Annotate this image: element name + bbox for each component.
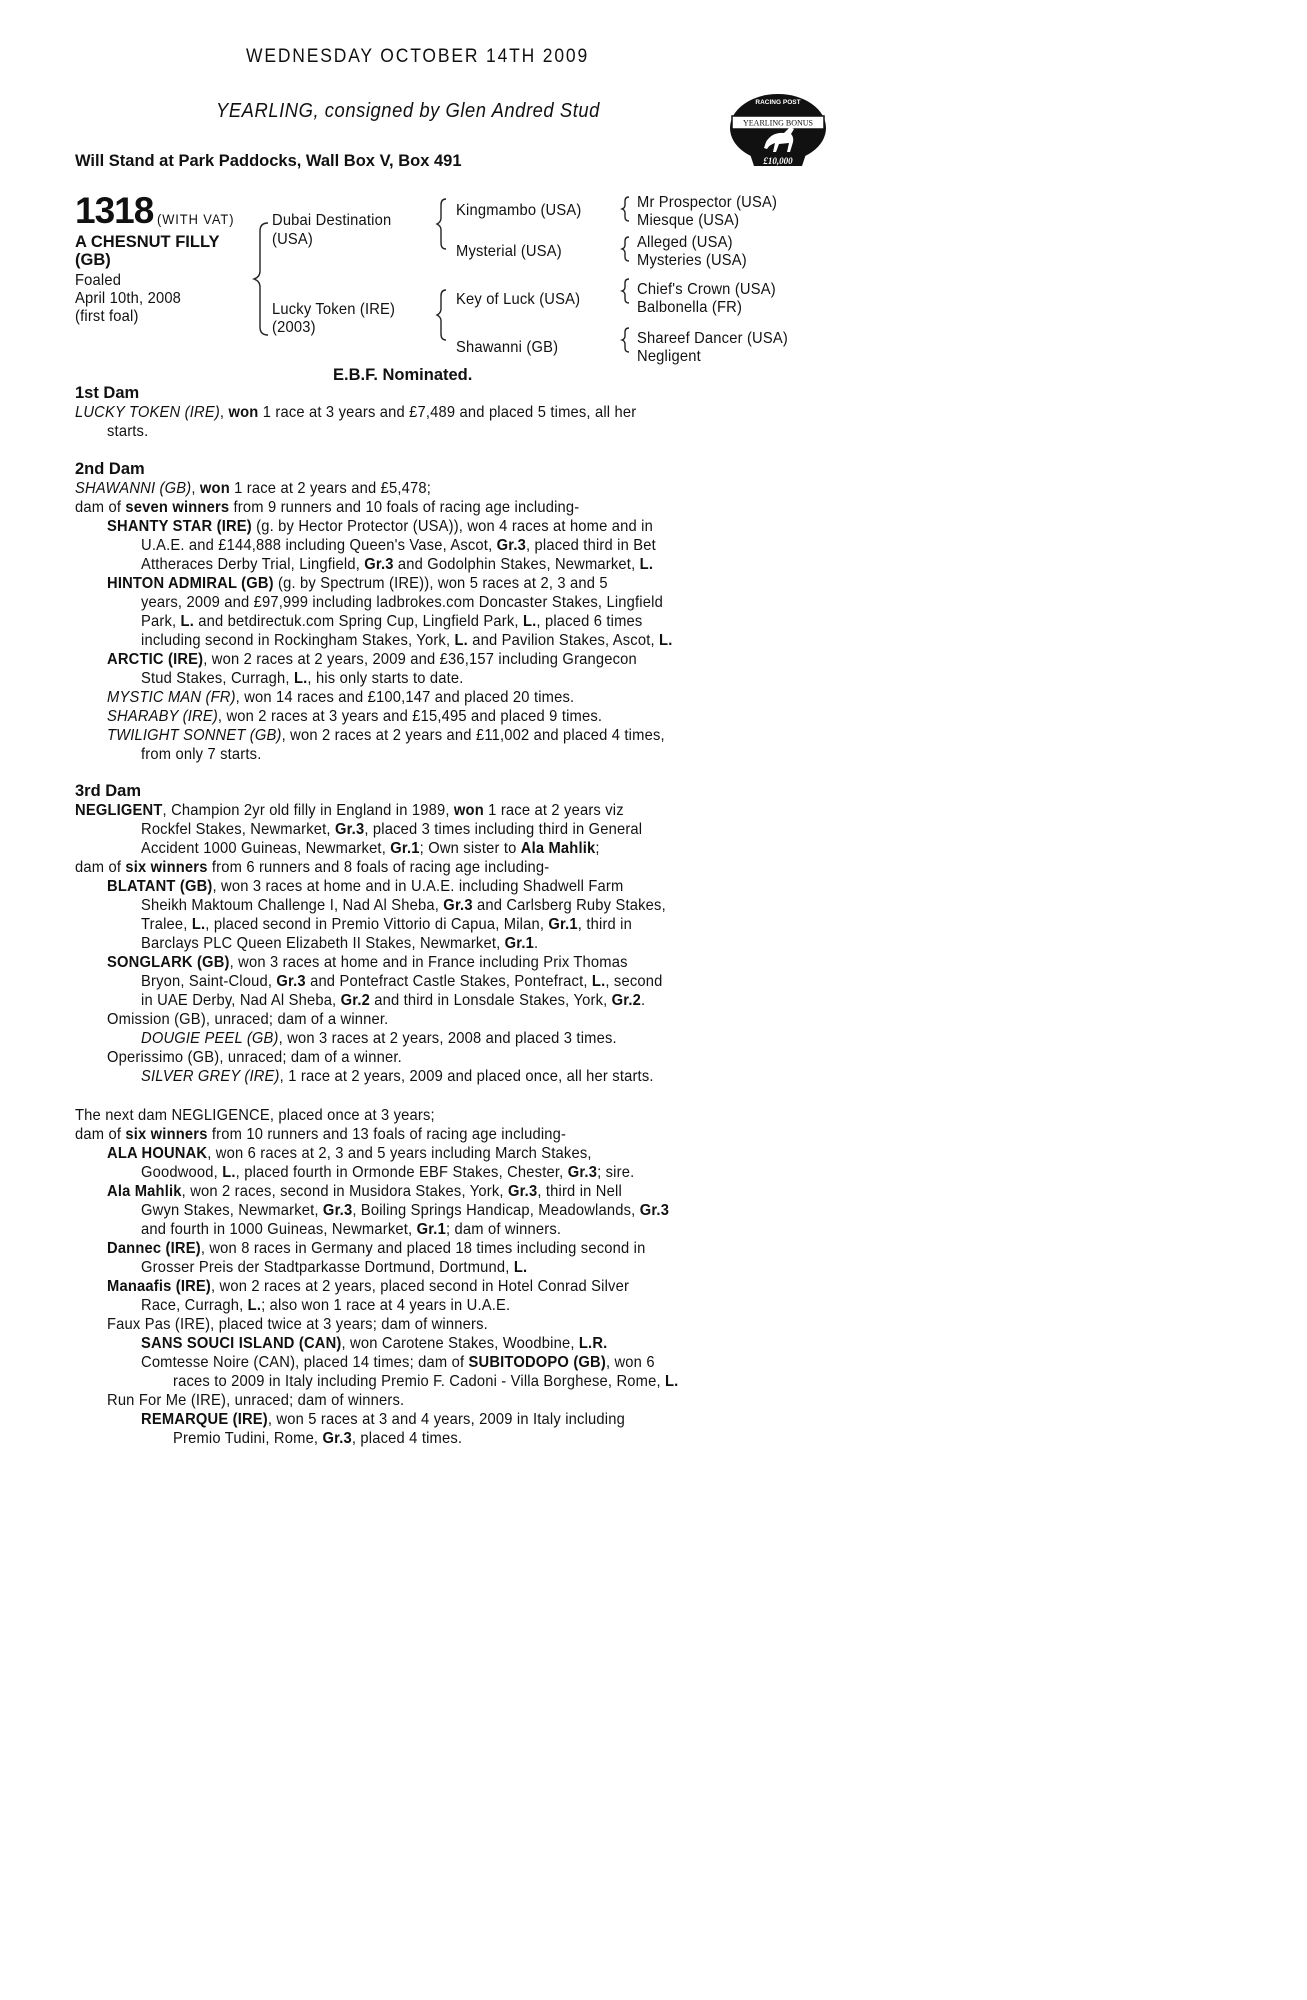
sd-sire: Alleged (USA) bbox=[637, 234, 733, 251]
text-segment: and Godolphin Stakes, Newmarket, bbox=[393, 556, 640, 573]
text-segment: , won 6 bbox=[605, 1354, 655, 1371]
dam2-line bbox=[141, 669, 464, 688]
dam3-line bbox=[107, 1048, 402, 1067]
text-segment: , won 5 races at 3 and 4 years, 2009 in Italy including bbox=[267, 1411, 625, 1428]
text-segment: Premio Tudini, Rome, bbox=[173, 1430, 323, 1447]
sd-dam: Mysteries (USA) bbox=[637, 252, 747, 269]
text-segment: from 6 runners and 8 foals of racing age including- bbox=[207, 859, 550, 876]
text-segment: Gr.3 bbox=[443, 897, 473, 914]
text-segment: including second in Rockingham Stakes, York, bbox=[141, 632, 455, 649]
text-segment: Gr.3 bbox=[322, 1430, 352, 1447]
text-segment: , placed fourth in Ormonde EBF Stakes, Chester, bbox=[235, 1164, 568, 1181]
stand-location: Will Stand at Park Paddocks, Wall Box V, Box 491 bbox=[75, 152, 462, 170]
first-dam-won: won bbox=[228, 404, 259, 421]
nextdam-line bbox=[141, 1296, 510, 1315]
text-segment: Tralee, bbox=[141, 916, 192, 933]
ds-dam: Balbonella (FR) bbox=[637, 299, 743, 316]
text-segment: , won 3 races at home and in U.A.E. including Shadwell Farm bbox=[212, 878, 624, 895]
nextdam-line bbox=[107, 1182, 622, 1201]
first-dam-record: 1 race at 3 years and £7,489 and placed 5 times, all her bbox=[258, 404, 637, 421]
text-segment: won bbox=[199, 480, 230, 497]
badge-bottom-text: £10,000 bbox=[763, 156, 793, 166]
text-segment: Goodwood, bbox=[141, 1164, 223, 1181]
text-segment: HINTON ADMIRAL (GB) bbox=[107, 575, 274, 592]
dam2-line bbox=[141, 612, 642, 631]
text-segment: , third in bbox=[577, 916, 633, 933]
dam3-line bbox=[141, 915, 632, 934]
nextdam-line bbox=[107, 1391, 404, 1410]
sire-sire: Kingmambo (USA) bbox=[456, 202, 582, 219]
text-segment: , won 14 races and £100,147 and placed 20 times. bbox=[235, 689, 575, 706]
lot-country: (GB) bbox=[75, 251, 111, 269]
text-segment: 1 race at 2 years viz bbox=[483, 802, 624, 819]
sire-country: (USA) bbox=[272, 231, 313, 248]
text-segment: L. bbox=[247, 1297, 262, 1314]
dam3-line bbox=[141, 896, 666, 915]
nextdam-line bbox=[75, 1106, 435, 1125]
text-segment: dam of bbox=[75, 499, 126, 516]
text-segment: six winners bbox=[125, 1126, 208, 1143]
foaled-label: Foaled bbox=[75, 272, 122, 289]
dam3-line bbox=[141, 972, 662, 991]
text-segment: Run For Me (IRE), unraced; dam of winners. bbox=[107, 1392, 405, 1409]
text-segment: Gr.1 bbox=[390, 840, 420, 857]
text-segment: ; bbox=[595, 840, 600, 857]
text-segment: Bryon, Saint-Cloud, bbox=[141, 973, 277, 990]
text-segment: ; also won 1 race at 4 years in U.A.E. bbox=[261, 1297, 511, 1314]
dam2-line bbox=[107, 707, 602, 726]
text-segment: , won 2 races, second in Musidora Stakes, York, bbox=[181, 1183, 508, 1200]
text-segment: Grosser Preis der Stadtparkasse Dortmund, Dortmund, bbox=[141, 1259, 514, 1276]
text-segment: (g. by Hector Protector (USA)), won 4 races at home and in bbox=[251, 518, 653, 535]
text-segment: and betdirectuk.com Spring Cup, Lingfield Park, bbox=[194, 613, 523, 630]
dam2-line bbox=[141, 536, 656, 555]
nextdam-line bbox=[107, 1277, 629, 1296]
first-dam-line-2: starts. bbox=[107, 423, 149, 440]
text-segment: Park, bbox=[141, 613, 181, 630]
text-segment: Accident 1000 Guineas, Newmarket, bbox=[141, 840, 391, 857]
text-segment: ALA HOUNAK bbox=[107, 1145, 208, 1162]
text-segment: , won 2 races at 2 years, 2009 and £36,157 including Grangecon bbox=[203, 651, 637, 668]
text-segment: years, 2009 and £97,999 including ladbrokes.com Doncaster Stakes, Lingfield bbox=[141, 594, 663, 611]
text-segment: MYSTIC MAN (FR) bbox=[107, 689, 236, 706]
dam2-line bbox=[141, 593, 663, 612]
text-segment: , won 2 races at 3 years and £15,495 and placed 9 times. bbox=[217, 708, 603, 725]
text-segment: L. bbox=[513, 1259, 528, 1276]
text-segment: , won 2 races at 2 years, placed second in Hotel Conrad Silver bbox=[211, 1278, 630, 1295]
text-segment: SANS SOUCI ISLAND (CAN) bbox=[141, 1335, 342, 1352]
dam2-line bbox=[107, 517, 653, 536]
text-segment: , bbox=[191, 480, 200, 497]
text-segment: , placed 6 times bbox=[536, 613, 643, 630]
lot-number: 1318 bbox=[75, 190, 154, 231]
dam2-line bbox=[107, 650, 637, 669]
text-segment: won bbox=[453, 802, 484, 819]
text-segment: . bbox=[641, 992, 646, 1009]
dam3-line bbox=[141, 991, 645, 1010]
text-segment: , won 2 races at 2 years and £11,002 and placed 4 times, bbox=[281, 727, 665, 744]
text-segment: , Boiling Springs Handicap, Meadowlands, bbox=[352, 1202, 640, 1219]
text-segment: Dannec (IRE) bbox=[107, 1240, 201, 1257]
nextdam-line bbox=[75, 1125, 566, 1144]
dam-dam: Shawanni (GB) bbox=[456, 339, 559, 356]
text-segment: Ala Mahlik bbox=[520, 840, 596, 857]
text-segment: , won Carotene Stakes, Woodbine, bbox=[341, 1335, 579, 1352]
vat-note: (WITH VAT) bbox=[157, 211, 235, 227]
text-segment: races to 2009 in Italy including Premio F. Cadoni - Villa Borghese, Rome, bbox=[173, 1373, 665, 1390]
text-segment: Gr.3 bbox=[496, 537, 527, 554]
text-segment: , placed 4 times. bbox=[351, 1430, 463, 1447]
text-segment: ARCTIC (IRE) bbox=[107, 651, 204, 668]
text-segment: and Pontefract Castle Stakes, Pontefract, bbox=[305, 973, 592, 990]
text-segment: and Pavilion Stakes, Ascot, bbox=[467, 632, 660, 649]
text-segment: Gr.3 bbox=[364, 556, 394, 573]
first-dam-line-1 bbox=[75, 403, 636, 422]
text-segment: Faux Pas (IRE), placed twice at 3 years; dam of winners. bbox=[107, 1316, 488, 1333]
text-segment: Comtesse Noire (CAN), placed 14 times; dam of bbox=[141, 1354, 469, 1371]
ss-sire: Mr Prospector (USA) bbox=[637, 194, 778, 211]
text-segment: L. bbox=[664, 1373, 679, 1390]
consignment-line: YEARLING, consigned by Glen Andred Stud bbox=[216, 100, 600, 122]
sale-date: WEDNESDAY OCTOBER 14TH 2009 bbox=[246, 46, 590, 67]
text-segment: SHANTY STAR (IRE) bbox=[107, 518, 252, 535]
text-segment: L. bbox=[639, 556, 654, 573]
dam2-line bbox=[107, 574, 608, 593]
dam3-line bbox=[107, 877, 623, 896]
text-segment: L.R. bbox=[578, 1335, 608, 1352]
text-segment: Sheikh Maktoum Challenge I, Nad Al Sheba, bbox=[141, 897, 444, 914]
text-segment: L. bbox=[591, 973, 606, 990]
dam2-line bbox=[141, 631, 672, 650]
text-segment: from 10 runners and 13 foals of racing age including- bbox=[207, 1126, 567, 1143]
nextdam-line bbox=[173, 1372, 678, 1391]
dam-year: (2003) bbox=[272, 319, 316, 336]
text-segment: , second bbox=[605, 973, 663, 990]
text-segment: Gr.2 bbox=[611, 992, 642, 1009]
sire-dam: Mysterial (USA) bbox=[456, 243, 562, 260]
text-segment: Gr.3 bbox=[276, 973, 306, 990]
dam-name: Lucky Token (IRE) bbox=[272, 301, 396, 318]
sire-name: Dubai Destination bbox=[272, 212, 392, 229]
text-segment: REMARQUE (IRE) bbox=[141, 1411, 268, 1428]
dam3-line bbox=[141, 820, 642, 839]
dam3-line bbox=[75, 801, 624, 820]
first-dam-name: LUCKY TOKEN (IRE) bbox=[75, 404, 220, 421]
text-segment: L. bbox=[293, 670, 308, 687]
badge-middle-text: YEARLING BONUS bbox=[743, 118, 813, 128]
text-segment: SHAWANNI (GB) bbox=[75, 480, 192, 497]
dam3-line bbox=[107, 1010, 388, 1029]
text-segment: Race, Curragh, bbox=[141, 1297, 248, 1314]
text-segment: from only 7 starts. bbox=[141, 746, 262, 763]
text-segment: ; Own sister to bbox=[419, 840, 521, 857]
text-segment: L. bbox=[191, 916, 206, 933]
dam2-line bbox=[107, 688, 574, 707]
text-segment: seven winners bbox=[125, 499, 230, 516]
yearling-bonus-badge bbox=[728, 92, 828, 170]
text-segment: Manaafis (IRE) bbox=[107, 1278, 212, 1295]
nextdam-line bbox=[107, 1144, 592, 1163]
text-segment: and third in Lonsdale Stakes, York, bbox=[369, 992, 612, 1009]
dam3-line bbox=[107, 953, 628, 972]
text-segment: ; dam of winners. bbox=[445, 1221, 562, 1238]
text-segment: , placed second in Premio Vittorio di Capua, Milan, bbox=[205, 916, 549, 933]
text-segment: , won 6 races at 2, 3 and 5 years including March Stakes, bbox=[207, 1145, 592, 1162]
badge-top-text: RACING POST bbox=[755, 99, 801, 106]
foal-note: (first foal) bbox=[75, 308, 139, 325]
text-segment: BLATANT (GB) bbox=[107, 878, 213, 895]
nextdam-line bbox=[141, 1201, 669, 1220]
text-segment: , placed third in Bet bbox=[526, 537, 656, 554]
text-segment: ; sire. bbox=[597, 1164, 635, 1181]
text-segment: 1 race at 2 years and £5,478; bbox=[229, 480, 431, 497]
text-segment: , won 8 races in Germany and placed 18 times including second in bbox=[200, 1240, 646, 1257]
third-dam-heading: 3rd Dam bbox=[75, 782, 142, 800]
text-segment: , won 3 races at 2 years, 2008 and placed 3 times. bbox=[278, 1030, 617, 1047]
text-segment: L. bbox=[180, 613, 195, 630]
text-segment: Operissimo (GB), unraced; dam of a winner. bbox=[107, 1049, 402, 1066]
foaling-date: April 10th, 2008 bbox=[75, 290, 182, 307]
text-segment: dam of bbox=[75, 1126, 126, 1143]
ebf-nomination: E.B.F. Nominated. bbox=[333, 366, 473, 384]
nextdam-line bbox=[107, 1315, 488, 1334]
dam2-line bbox=[141, 555, 653, 574]
text-segment: Gr.2 bbox=[340, 992, 370, 1009]
dam2-line bbox=[75, 498, 579, 517]
text-segment: Attheraces Derby Trial, Lingfield, bbox=[141, 556, 365, 573]
text-segment: Omission (GB), unraced; dam of a winner. bbox=[107, 1011, 389, 1028]
text-segment: DOUGIE PEEL (GB) bbox=[141, 1030, 279, 1047]
text-segment: Gr.3 bbox=[322, 1202, 353, 1219]
text-segment: (g. by Spectrum (IRE)), won 5 races at 2, 3 and 5 bbox=[273, 575, 608, 592]
nextdam-line bbox=[173, 1429, 462, 1448]
nextdam-line bbox=[141, 1163, 634, 1182]
text-segment: SONGLARK (GB) bbox=[107, 954, 230, 971]
second-dam-heading: 2nd Dam bbox=[75, 460, 145, 478]
first-dam-heading: 1st Dam bbox=[75, 384, 140, 402]
text-segment: L. bbox=[454, 632, 468, 649]
dam2-line bbox=[141, 745, 261, 764]
text-segment: Barclays PLC Queen Elizabeth II Stakes, Newmarket, bbox=[141, 935, 505, 952]
text-segment: Gr.3 bbox=[639, 1202, 670, 1219]
dam2-line bbox=[107, 726, 665, 745]
text-segment: in UAE Derby, Nad Al Sheba, bbox=[141, 992, 341, 1009]
dd-sire: Shareef Dancer (USA) bbox=[637, 330, 788, 347]
text-segment: L. bbox=[659, 632, 673, 649]
text-segment: Gr.3 bbox=[567, 1164, 598, 1181]
text-segment: and fourth in 1000 Guineas, Newmarket, bbox=[141, 1221, 417, 1238]
text-segment: , won 3 races at home and in France including Prix Thomas bbox=[229, 954, 628, 971]
nextdam-line bbox=[141, 1334, 607, 1353]
dam3-line bbox=[141, 1029, 617, 1048]
text-segment: Gr.1 bbox=[416, 1221, 446, 1238]
first-dam-text: , bbox=[219, 404, 229, 421]
text-segment: NEGLIGENT bbox=[75, 802, 163, 819]
lot-description: A CHESNUT FILLY bbox=[75, 233, 220, 251]
nextdam-line bbox=[141, 1353, 655, 1372]
text-segment: . bbox=[534, 935, 539, 952]
nextdam-line bbox=[141, 1220, 561, 1239]
text-segment: , placed 3 times including third in General bbox=[364, 821, 643, 838]
text-segment: Gr.1 bbox=[504, 935, 535, 952]
text-segment: L. bbox=[522, 613, 537, 630]
text-segment: , third in Nell bbox=[537, 1183, 622, 1200]
text-segment: Stud Stakes, Curragh, bbox=[141, 670, 294, 687]
text-segment: SUBITODOPO (GB) bbox=[468, 1354, 606, 1371]
dam3-line bbox=[141, 934, 538, 953]
text-segment: Gr.1 bbox=[548, 916, 578, 933]
ds-sire: Chief's Crown (USA) bbox=[637, 281, 776, 298]
dam3-line bbox=[141, 839, 600, 858]
nextdam-line bbox=[141, 1410, 625, 1429]
text-segment: , his only starts to date. bbox=[307, 670, 464, 687]
dam-sire: Key of Luck (USA) bbox=[456, 291, 581, 308]
ss-dam: Miesque (USA) bbox=[637, 212, 740, 229]
text-segment: Gr.3 bbox=[507, 1183, 538, 1200]
dam3-line bbox=[75, 858, 549, 877]
text-segment: Rockfel Stakes, Newmarket, bbox=[141, 821, 335, 838]
text-segment: dam of bbox=[75, 859, 126, 876]
text-segment: , Champion 2yr old filly in England in 1989, bbox=[162, 802, 454, 819]
text-segment: six winners bbox=[125, 859, 208, 876]
text-segment: L. bbox=[222, 1164, 236, 1181]
text-segment: SHARABY (IRE) bbox=[107, 708, 218, 725]
text-segment: U.A.E. and £144,888 including Queen's Vase, Ascot, bbox=[141, 537, 497, 554]
dam3-line bbox=[141, 1067, 654, 1086]
text-segment: Gwyn Stakes, Newmarket, bbox=[141, 1202, 323, 1219]
text-segment: , 1 race at 2 years, 2009 and placed once, all her starts. bbox=[279, 1068, 654, 1085]
dd-dam: Negligent bbox=[637, 348, 701, 365]
text-segment: TWILIGHT SONNET (GB) bbox=[107, 727, 282, 744]
nextdam-line bbox=[141, 1258, 527, 1277]
text-segment: from 9 runners and 10 foals of racing age including- bbox=[229, 499, 580, 516]
nextdam-line bbox=[107, 1239, 645, 1258]
text-segment: Gr.3 bbox=[334, 821, 365, 838]
text-segment: The next dam NEGLIGENCE, placed once at 3 years; bbox=[75, 1107, 435, 1124]
text-segment: Ala Mahlik bbox=[107, 1183, 182, 1200]
text-segment: and Carlsberg Ruby Stakes, bbox=[472, 897, 666, 914]
text-segment: SILVER GREY (IRE) bbox=[141, 1068, 280, 1085]
dam2-line bbox=[75, 479, 431, 498]
